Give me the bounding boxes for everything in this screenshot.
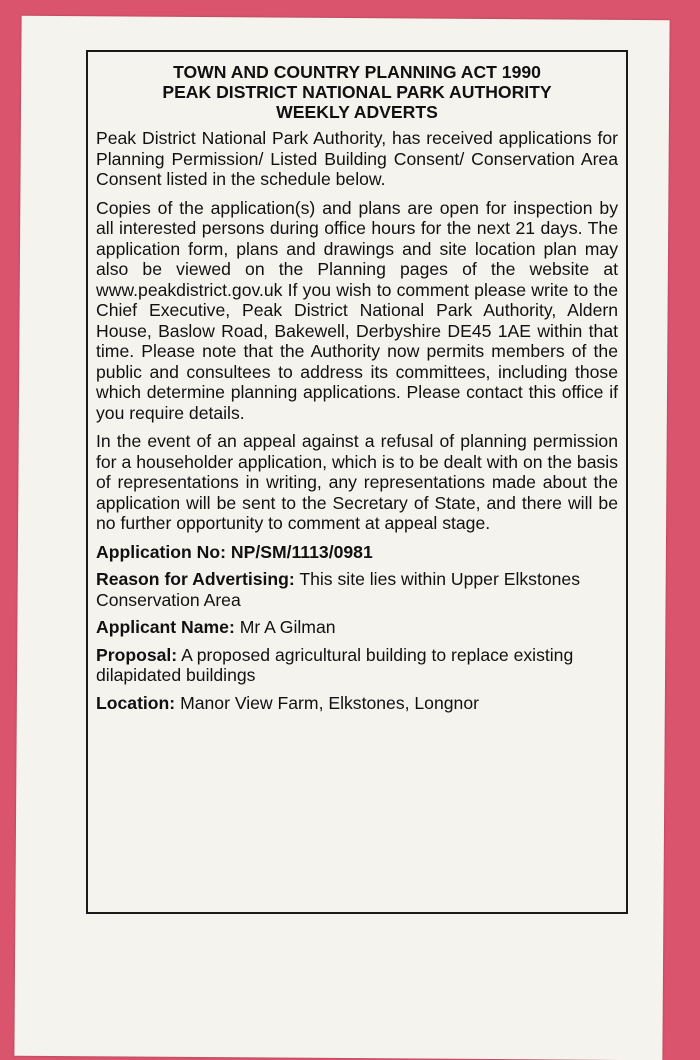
heading-weekly-adverts: WEEKLY ADVERTS xyxy=(276,102,438,122)
location-value: Manor View Farm, Elkstones, Longnor xyxy=(180,692,479,713)
applicant-label: Applicant Name: xyxy=(96,617,235,637)
location-label: Location: xyxy=(96,692,176,713)
application-number-label: Application No: xyxy=(96,541,226,562)
advert-heading xyxy=(96,62,618,122)
applicant-name xyxy=(96,617,618,638)
appeal-paragraph: In the event of an appeal against a refusal of planning permission for a householder application, which is to be dealt with on the basis of representations in writing, any representations made about the application will be sent to the Secretary of State, and there will be no further opportunity to comment at appeal stage. xyxy=(96,431,618,533)
reason-label: Reason for Advertising: xyxy=(96,569,295,589)
inspection-paragraph: Copies of the application(s) and plans are open for inspection by all interested persons during office hours for the next 21 days. The application form, plans and drawings and site location plan may also be viewed on the Planning pages of the website at www.peakdistrict.gov.uk If you wish to comment please write to the Chief Executive, Peak District National Park Authority, Aldern House, Baslow Road, Bakewell, Derbyshire DE45 1AE within that time. Please note that the Authority now permits members of the public and consultees to address its committees, including those which determine planning applications. Please contact this office if you require details. xyxy=(96,197,618,423)
heading-authority: PEAK DISTRICT NATIONAL PARK AUTHORITY xyxy=(162,82,552,102)
proposal-label: Proposal: xyxy=(96,644,178,665)
planning-advert xyxy=(86,50,628,914)
intro-paragraph: Peak District National Park Authority, has received applications for Planning Permission/ Listed Building Consent/ Conservation Area Consent listed in the schedule below. xyxy=(96,128,618,189)
location xyxy=(96,693,618,714)
proposal xyxy=(96,645,618,686)
reason-value: This site lies within Upper Elkstones Conservation Area xyxy=(96,569,580,610)
reason-for-advertising xyxy=(96,569,618,610)
application-number xyxy=(96,542,618,563)
applicant-value: Mr A Gilman xyxy=(239,617,336,637)
application-number-value: NP/SM/1113/0981 xyxy=(230,541,373,562)
proposal-value: A proposed agricultural building to replace existing dilapidated buildings xyxy=(96,644,574,685)
heading-act: TOWN AND COUNTRY PLANNING ACT 1990 xyxy=(173,62,541,82)
